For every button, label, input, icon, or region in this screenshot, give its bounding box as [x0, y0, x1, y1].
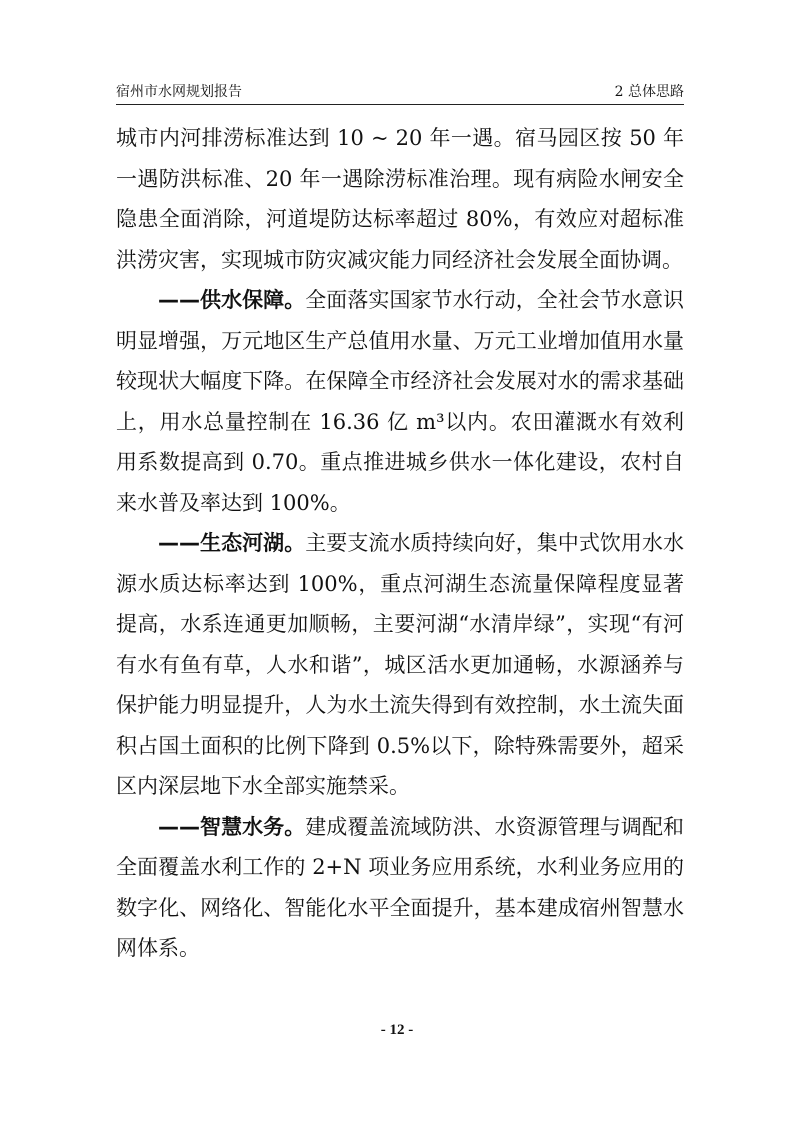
header-chapter-title: 2 总体思路	[614, 84, 684, 100]
paragraph-text: 全面落实国家节水行动，全社会节水意识明显增强，万元地区生产总值用水量、万元工业增加值用水量较现状大幅度下降。在保障全市经济社会发展对水的需求基础上，用水总量控制在 16.36 亿 m³以内。农田灌溉水有效利用系数提高到 0.70。重点推进城乡供水一体化建设，农村自来水普及率达到 100%。	[116, 288, 685, 515]
paragraph-smart-water	[116, 807, 684, 969]
body-text	[116, 118, 684, 969]
paragraph-water-supply	[116, 280, 684, 523]
paragraph-lead: ——智慧水务。	[158, 814, 306, 839]
paragraph-text: 建成覆盖流域防洪、水资源管理与调配和全面覆盖水利工作的 2+N 项业务应用系统，水利业务应用的数字化、网络化、智能化水平全面提升，基本建成宿州智慧水网体系。	[116, 814, 685, 960]
header-report-title: 宿州市水网规划报告	[116, 84, 242, 100]
header-divider	[116, 104, 684, 105]
paragraph-lead: ——生态河湖。	[158, 531, 306, 555]
paragraph-text: 城市内河排涝标准达到 10 ~ 20 年一遇。宿马园区按 50 年一遇防洪标准、20 年一遇除涝标准治理。现有病险水闸安全隐患全面消除，河道堤防达标率超过 80%，有效应对超标准洪涝灾害，实现城市防灾减灾能力同经济社会发展全面协调。	[116, 126, 684, 272]
paragraph-flood-control-continuation	[116, 118, 684, 280]
paragraph-ecological-rivers	[116, 523, 684, 807]
paragraph-lead: ——供水保障。	[158, 288, 306, 312]
running-header	[116, 80, 684, 104]
page-number: - 12 -	[380, 1022, 414, 1038]
paragraph-text: 主要支流水质持续向好，集中式饮用水水源水质达标率达到 100%，重点河湖生态流量保障程度显著提高，水系连通更加顺畅，主要河湖“水清岸绿”，实现“有河有水有鱼有草，人水和谐”，城区活水更加通畅，水源涵养与保护能力明显提升，人为水土流失得到有效控制，水土流失面积占国土面积的比例下降到 0.5%以下，除特殊需要外，超采区内深层地下水全部实施禁采。	[116, 531, 685, 798]
